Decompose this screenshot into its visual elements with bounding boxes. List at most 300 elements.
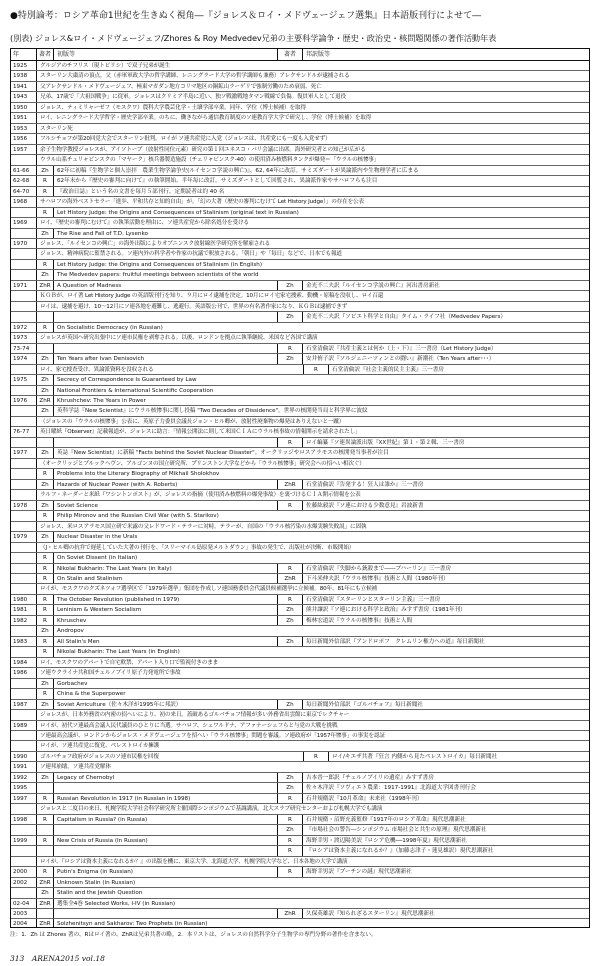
table-row — [11, 658, 589, 668]
table-row — [11, 229, 589, 239]
table-row — [11, 386, 589, 396]
year-cell — [11, 302, 37, 311]
table-row — [11, 103, 589, 113]
year-cell: 1957 — [11, 145, 37, 154]
translation-author-cell: Zh — [278, 281, 303, 290]
year-cell: 1970 — [11, 239, 37, 248]
year-cell: 1943 — [11, 92, 37, 101]
original-edition-cell: 英科学誌『New Scientist』にウラル核惨事に関し投稿 "Two Decades of Dissidence"。世界の核開発当局と科学界に波紋 — [57, 408, 368, 415]
table-row — [11, 783, 589, 793]
table-row — [11, 187, 589, 197]
table-row — [11, 679, 589, 689]
japanese-edition-cell: ロイ編纂『ソ連異論派出版『XX世紀』第１・第２輯、三一書房 — [306, 439, 465, 446]
table-row — [11, 762, 589, 772]
table-row — [11, 92, 589, 102]
author-cell: Zh — [37, 375, 54, 384]
event-note: ＫＧＢが、ロイ著 Let History Judge の英語版刊行を知り、９月にロイ逮捕を決定。10月にロイ宅家宅捜索、動機・原稿を没収し、ロイ召還 — [40, 293, 384, 300]
table-row — [11, 637, 589, 647]
year-cell: 1984 — [11, 658, 37, 667]
table-row — [11, 501, 589, 511]
event-note: ロイは、逮捕を避け、10～12月にソ連各地を避難し、逃避行。英語版公刊で、世界の有名著作家になり、ＫＧＢは逮捕できず — [40, 303, 348, 310]
year-cell: 1956 — [11, 134, 37, 143]
table-row — [11, 846, 589, 856]
year-cell: 1938 — [11, 71, 37, 80]
original-edition-cell: Putin's Enigma (in Russian) — [54, 867, 278, 876]
year-cell: 1989 — [11, 721, 37, 730]
year-cell — [11, 438, 37, 447]
author-cell: Zh — [37, 166, 54, 175]
year-cell: 1999 — [11, 836, 37, 845]
event-note: サハロフの海外ベストセラー「進歩、平和共存と知的自由」が。「幻の大著（歴史の審判にむけて Let History Judge）」の存在を公表 — [40, 199, 364, 206]
author-cell: Zh — [37, 386, 54, 395]
japanese-edition-cell: 熊井讓訳『ソ連における科学と政治』みすず書房（1981年刊） — [306, 607, 466, 614]
table-row — [11, 522, 589, 532]
event-note: ロイ、モスクワのアパートで自宅軟禁、アパート入り口で監視付きのまま — [40, 659, 219, 666]
author-cell: R — [37, 208, 54, 217]
original-edition-cell: Gorbachev — [57, 680, 88, 687]
original-edition-cell: Khrushchev: The Years in Power — [57, 398, 146, 404]
event-note: （ジョレスの「ウラルの核惨事」公表に、英原子力委員会議長ジョン・ヒル卿が、放射性廃棄物の爆発はありえないと一蹴） — [40, 418, 345, 425]
japanese-edition-cell: 『ロシアは資本主義になれるか？』（加藤志津子・蓮見雄訳）現代思潮新社 — [306, 848, 494, 855]
table-row — [11, 626, 589, 636]
year-cell — [11, 888, 37, 897]
event-note: 父アレクサンドル・メドヴェージェフ、極東マガダン地方コリマ地区の銅鉱山ラーゲリで強制労働のため衰弱、死亡 — [40, 83, 322, 90]
author-cell: R — [37, 574, 54, 583]
table-row — [11, 427, 589, 437]
year-cell: 1998 — [11, 815, 37, 824]
translation-author-cell: R — [278, 815, 303, 824]
translation-author-cell: R — [304, 365, 329, 374]
table-row — [11, 616, 589, 626]
year-cell — [11, 679, 37, 688]
original-edition-cell: 62年に初稿『生物学と個人崇拝 農業生物学論争史(ルイセンコ学説の興亡)』、62, 64年に改訂。サミズダートが異論派内や生物理学者に広まる — [57, 167, 419, 174]
event-note: ウラル山系チェリャビンスクの「マヤーク」核兵器製造施設（チェリャビンスク-40）の使用済み核燃料タンクが爆発＝「ウラルの核惨事」 — [40, 157, 380, 164]
article-title: ●特別論考：ロシア革命1世紀を生きぬく視角―『ジョレス＆ロイ・メドヴェージェフ選集』日本語版刊行によせて― — [10, 11, 482, 21]
year-cell: 64-70 — [11, 187, 37, 196]
author-cell: R — [37, 553, 54, 562]
author-cell — [37, 825, 54, 834]
original-edition-cell: The October Revolution (published in 1979) — [54, 595, 278, 604]
table-body — [11, 61, 589, 928]
translation-author-cell: ZhR — [278, 574, 303, 583]
year-cell: 1968 — [11, 197, 37, 206]
japanese-edition-cell: 石堂清倫訳『告発する！狂人は誰か』三一書房 — [306, 481, 424, 488]
translation-author-cell: R — [278, 564, 303, 573]
table-row — [11, 302, 589, 312]
year-cell — [11, 543, 37, 552]
original-edition-cell: The Medvedev papers: fruitful meetings between scientists of the world — [57, 272, 259, 279]
translation-author-cell: R — [278, 595, 303, 604]
table-row — [11, 511, 589, 521]
table-row — [11, 595, 589, 605]
original-edition-cell: China & the Superpower — [57, 691, 126, 698]
table-row — [11, 574, 589, 584]
table-row — [11, 647, 589, 657]
translation-author-cell: Zh — [278, 354, 303, 363]
translation-author-cell: Zh — [278, 605, 303, 614]
table-row — [11, 584, 589, 594]
translation-author-cell: R — [278, 846, 303, 855]
event-note: ロイが、『ロシアは資本主義になれるか？』の出版を機に、東京大学、北海道大学、札幌学院大学など、日本各地の大学で講演 — [40, 858, 348, 865]
author-cell: R — [37, 564, 54, 573]
year-cell — [11, 291, 37, 300]
author-cell: ZhR — [37, 919, 54, 928]
table-row — [11, 825, 589, 835]
table-row — [11, 899, 589, 909]
table-row — [11, 888, 589, 898]
header-original: 初版等 — [54, 49, 278, 60]
year-cell — [11, 846, 37, 855]
event-note: グルジアのチフリス（現トビリシ）で双子兄弟が誕生 — [40, 63, 171, 69]
author-cell: Zh — [37, 773, 54, 782]
year-cell: 62-68 — [11, 176, 37, 185]
table-row — [11, 490, 589, 500]
table-row — [11, 176, 589, 186]
original-edition-cell — [54, 846, 278, 855]
year-cell — [11, 511, 37, 520]
japanese-edition-cell: 海野幸男・渡辺陽美訳『ロシア危機──1998年夏』現代思潮新社 — [306, 837, 467, 844]
author-cell — [37, 344, 54, 353]
event-note: ロイ、家宅捜査受け、異論派資料を没収される — [37, 365, 304, 374]
translation-author-cell: ZhR — [278, 909, 303, 918]
year-cell — [11, 365, 37, 374]
year-cell: 1976 — [11, 396, 37, 405]
author-cell: R — [37, 605, 54, 614]
table-row — [11, 689, 589, 699]
year-cell: 1973 — [11, 333, 37, 342]
table-row — [11, 553, 589, 563]
table-row — [11, 291, 589, 301]
author-cell: ZhR — [37, 281, 54, 290]
table-row — [11, 396, 589, 406]
event-note: ジョレス、米ロスアラモス国立研で米露の父レドワード・テラーに対峙。テラーが、自国の「ウラル核汚染の水爆実験失敗説」に固執 — [40, 523, 367, 530]
table-row — [11, 145, 589, 155]
year-cell — [11, 584, 37, 593]
year-cell — [11, 312, 37, 321]
translation-author-cell: R — [278, 438, 303, 447]
event-note: （J・ヒル卿の抗弁で遅延していた大著の刊行を、「スリーマイル島原発メルトダウン」事故の発生で、出版社が決断、市販開始） — [40, 544, 355, 551]
year-cell: 2002 — [11, 878, 37, 887]
event-note: ジョレスが、日本外務省の内密の招へいにより、初の来日。蓋破あるゴルバチョフ情報が多い外務省出雲館に東京でレクチャー — [40, 712, 350, 719]
japanese-edition-cell: 久保英雄訳『知られざるスターリン』現代思潮新社 — [306, 910, 435, 917]
year-cell — [11, 386, 37, 395]
japanese-edition-cell: ロイ/キエザ共著『狂言 内側から見たペレストロイカ』毎日新聞社 — [332, 753, 498, 760]
event-note: ジョレスと二度目の来日、札幌学院大学社会科学研究所主催国際シンポジウムで基調講演。北大スラブ研究センターおよび札幌大学でも講演 — [40, 806, 383, 813]
year-cell: 76-77 — [11, 427, 37, 436]
japanese-edition-cell: 金光不二夫訳『ルイセンコ学説の興亡』河出書房新社 — [306, 282, 440, 289]
table-row — [11, 773, 589, 783]
event-note: フルシチョフが第20回党大会でスターリン批判。ロイが ソ連共産党に入党（ジョレスは、共産党にも一度も入党せず） — [40, 136, 331, 143]
original-edition-cell: Andropov — [57, 628, 84, 635]
year-cell — [11, 741, 37, 750]
author-cell: Zh — [37, 679, 54, 688]
table-row — [11, 239, 589, 249]
year-cell — [11, 406, 37, 415]
table-row — [11, 344, 589, 354]
original-edition-cell: Philip Mironov and the Russian Civil War (with S. Starikov) — [57, 513, 219, 520]
year-cell — [11, 155, 37, 164]
year-cell: 1969 — [11, 218, 37, 227]
event-note: ロイが、モスクワのクズネツォフ選挙区で「1979年選挙」集団を作成しソ連国務委員会代議員候補選挙に立候補。80年、81年にも立候補 — [40, 586, 377, 593]
original-edition-cell — [54, 783, 278, 792]
original-edition-cell — [54, 438, 278, 447]
event-note: スターリン大粛清の頂点。父（赤軍軍政大学の哲学講師、レニングラード大学の哲学講師も兼務）アレクサンドルが逮捕される — [40, 73, 350, 80]
year-cell — [11, 731, 37, 740]
original-edition-cell: Soviet Science — [54, 501, 278, 510]
event-note: 英日曜紙『Observer』記載報道が、ジョレスに助言：「情報公開法に則して米国ＣＩＡにウラル核事故の情報開示を請求されたし」 — [40, 429, 361, 436]
table-row — [11, 134, 589, 144]
table-row — [11, 260, 589, 270]
author-cell: ZhR — [37, 878, 54, 887]
table-row — [11, 438, 589, 448]
japanese-edition-cell: 梅林宏道訳『ウラルの核惨事』技術と人間 — [306, 617, 413, 624]
original-edition-cell: On Socialistic Democracy (in Russian) — [57, 324, 163, 331]
year-cell — [11, 459, 37, 468]
year-cell: 1971 — [11, 281, 37, 290]
author-cell: R — [37, 469, 54, 478]
original-edition-cell: Hazards of Nuclear Power (with A. Roberts) — [54, 480, 278, 489]
table-row — [11, 218, 589, 228]
table-row — [11, 323, 589, 333]
year-cell — [11, 208, 37, 217]
author-cell — [37, 312, 54, 321]
japanese-edition-cell: 佐々木洋訳『ソヴィエト農業：1917-1991』北海道大学図書刊行会 — [306, 785, 476, 792]
year-cell — [11, 270, 37, 279]
japanese-edition-cell: 安井侑子訳『ソルジェニーツィンとの闘い』新潮社（Ten Years after･･･） — [306, 356, 495, 363]
event-note: 余子生物学教授ジョレスが、アイソトープ（放射性同位元素）研究の第１回ユネスコ・パリ会議に出席。海外研究者との知己が広がる — [40, 146, 366, 153]
event-note: ジョレスが英国へ研究出張中にソ連市民権を剥奪される。以後、ロンドンを拠点に執筆継続、米国など各国で講演 — [40, 335, 318, 342]
author-cell: R — [37, 176, 54, 185]
author-cell: R — [37, 794, 54, 803]
author-cell — [37, 438, 54, 447]
original-edition-cell: Solzhenitsyn and Sakharov: Two Prophets (in Russian) — [57, 921, 208, 928]
table-row — [11, 71, 589, 81]
original-edition-cell: New Crisis of Russia (In Russian) — [54, 836, 278, 845]
table-row — [11, 878, 589, 888]
author-cell: Zh — [37, 532, 54, 541]
table-row — [11, 312, 589, 322]
year-cell: 1953 — [11, 124, 37, 133]
event-note: ジョレス、「ルイセンコの興亡」の海外出版によりオブニンスク放射線医学研究所を解雇される — [40, 240, 271, 247]
year-cell: 1980 — [11, 595, 37, 604]
author-cell: Zh — [37, 626, 54, 635]
translation-author-cell: Zh — [278, 825, 303, 834]
table-row — [11, 668, 589, 678]
author-cell: R — [37, 647, 54, 656]
year-cell: 1990 — [11, 752, 37, 761]
table-row — [11, 564, 589, 574]
original-edition-cell: Secrecy of Correspondence Is Guaranteed by Law — [57, 377, 197, 384]
original-edition-cell: Leninism & Western Socialism — [54, 605, 278, 614]
chronology-table — [10, 48, 590, 928]
year-cell: 1925 — [11, 61, 37, 70]
original-edition-cell: Nikolai Bukharin: The Last Years (in English) — [57, 649, 180, 656]
original-edition-cell: Legacy of Chernobyl — [54, 773, 278, 782]
year-cell — [11, 490, 37, 499]
author-cell: R — [37, 616, 54, 625]
translation-author-cell: R — [278, 344, 303, 353]
japanese-edition-cell: 毎日新聞外信部訳『アンドロポフ クレムリン権力への道』毎日新聞社 — [306, 638, 485, 645]
table-row — [11, 741, 589, 751]
year-cell: 1995 — [11, 783, 37, 792]
original-edition-cell: Let History Judge: the Origins and Consequences of Stalinism (original text in Russian) — [57, 209, 299, 216]
table-row — [11, 605, 589, 615]
table-row — [11, 197, 589, 207]
year-cell — [11, 689, 37, 698]
original-edition-cell: Soviet Arriculture（佐々木洋が1995年に邦訳） — [54, 700, 278, 709]
translation-author-cell: Zh — [278, 637, 303, 646]
original-edition-cell: Nuclear Disaster in the Urals — [57, 534, 138, 541]
original-edition-cell — [54, 312, 278, 321]
japanese-edition-cell: 金光不二夫訳『ソビエト科学と自由』タイム・ライフ社（Medvedev Papers） — [306, 314, 506, 321]
original-edition-cell: Khruschev — [54, 616, 278, 625]
year-cell — [11, 417, 37, 426]
year-cell: 1950 — [11, 103, 37, 112]
original-edition-cell: National Frontiers & International Scientific Cooperation — [57, 387, 214, 394]
table-row — [11, 448, 589, 458]
event-note: ラルフ・ネーダーと米紙『ワシントンポスト』が、ジョレスの指摘（使用済み核燃料の爆発事故）を裏づけるＣＩＡ開示情報を公表 — [40, 492, 361, 499]
japanese-edition-cell: 石堂清倫訳『失脚から銃殺まで――ブハーリン』三一書房 — [306, 565, 451, 572]
event-note: ソ連最高会議が、ロンドンからジョレス・メドヴェージェフを招へい「ウラル核惨事」問題を審議。ソ連政府が「1957年惨事」の事実を認証 — [40, 733, 385, 739]
author-cell — [37, 783, 54, 792]
translation-author-cell: R — [278, 501, 303, 510]
header-translator: 著者 — [278, 49, 303, 60]
original-edition-cell: Nikolai Bukharin: The Last Years (in Italy) — [54, 564, 278, 573]
year-cell — [11, 260, 37, 269]
author-cell: R — [37, 689, 54, 698]
translation-author-cell: ZhR — [278, 480, 303, 489]
event-note: ロイが、初代ソ連最高会議人民代議員のひとりに当選。サハロフ、シェワルドナ、アファナーシェフらと与党の大戦を挑戦 — [40, 722, 338, 729]
japanese-edition-cell: 石井規衛・沼野充義監修『1917年のロシア革命』現代思潮新社 — [306, 816, 466, 823]
author-cell: R — [37, 323, 54, 332]
author-cell — [37, 846, 54, 855]
japanese-edition-cell: 石井規衛訳『10月革命』未来社（1998年刊） — [306, 795, 423, 802]
year-cell — [11, 469, 37, 478]
translation-author-cell: R — [278, 867, 303, 876]
table-row — [11, 752, 589, 762]
author-cell: R — [37, 637, 54, 646]
event-note: スターリン死 — [40, 125, 73, 132]
year-cell: 1979 — [11, 532, 37, 541]
year-cell: 1997 — [11, 794, 37, 803]
event-note: 兄弟、17歳で「大祖国戦争」に従軍。ジョレスはクリミア半島に近い、独ソ戦激戦地タマン戦線で負傷。復員軍人として退役 — [40, 94, 346, 101]
year-cell: 1975 — [11, 375, 37, 384]
year-cell: 1987 — [11, 700, 37, 709]
year-cell: 1978 — [11, 501, 37, 510]
translation-author-cell: Zh — [278, 312, 303, 321]
table-row — [11, 155, 589, 165]
translation-author-cell: Zh — [278, 773, 303, 782]
original-edition-cell: 『政治日誌』という名の文書を毎月５部刊行。定期読者は約 40 名 — [57, 188, 225, 195]
table-row — [11, 836, 589, 846]
year-cell — [11, 804, 37, 813]
year-cell — [11, 825, 37, 834]
japanese-edition-cell: 吉本晋一郎訳『チェルノブイリの遺産』みすず書房 — [306, 774, 434, 781]
original-edition-cell: Ten Years after Ivan Denisovich — [54, 354, 278, 363]
japanese-edition-cell: 毎日新聞外信部訳『ゴルバチョフ』毎日新聞社 — [306, 701, 423, 708]
event-note: ジョレス、ティミリャーゼフ（モスクワ）農科大学農芸化学・土壌学部卒業。同年、学位（博士候補）を取得 — [40, 104, 306, 111]
table-row — [11, 270, 589, 280]
table-row — [11, 417, 589, 427]
author-cell: Zh — [37, 501, 54, 510]
table-row — [11, 804, 589, 814]
translation-author-cell: R — [304, 752, 329, 761]
year-cell — [11, 564, 37, 573]
table-row — [11, 919, 589, 928]
year-cell: 73-74 — [11, 344, 37, 353]
author-cell: ZhR — [37, 899, 54, 908]
author-cell: Zh — [37, 270, 54, 279]
year-cell: 1972 — [11, 323, 37, 332]
author-cell: R — [37, 836, 54, 845]
japanese-edition-cell: 『市場社会の警告―シンポジウム 市場社会と共生の原理』現代思潮新社 — [306, 827, 487, 834]
footnote: 注：1．Zh は Zhores 著の、Rはロイ著の、ZhRは兄弟共著の略。2．本リストは、ジョレスの自然科学分子生物学の専門分野の著作を含まない。 — [10, 932, 377, 938]
header-japanese: 邦訳版等 — [306, 51, 331, 58]
event-note: ソ連邦崩壊。ソ連共産党解体 — [40, 764, 111, 771]
table-row — [11, 82, 589, 92]
original-edition-cell — [54, 825, 278, 834]
table-row — [11, 124, 589, 134]
table-header — [11, 49, 589, 61]
original-edition-cell — [54, 909, 278, 918]
translation-author-cell: Zh — [278, 616, 303, 625]
event-note: ゴルバチョフ政府がジョレスのソ連市民権を回復 — [37, 752, 304, 761]
year-cell — [11, 249, 37, 258]
year-cell: 1986 — [11, 668, 37, 677]
event-note: ロイ、『歴史の審判にむけて』の執筆活動を理由に、ソ連共産党から除名処分を受ける — [40, 220, 249, 227]
original-edition-cell: Problems into the Literary Biography of Mikhail Sholokhov — [57, 471, 220, 478]
table-row — [11, 166, 589, 176]
japanese-edition-cell: 石堂清倫訳『共産主義とは何か（上・下）』三一書房（Let History Judge） — [306, 345, 497, 352]
japanese-edition-cell: 石堂清倫訳『スターリンとスターリン主義』三一書房 — [306, 596, 441, 603]
event-note: ソ連ウクライナ共和国チェルノブイリ原子力発電所で事故 — [40, 670, 181, 677]
author-cell: R — [37, 867, 54, 876]
japanese-edition-cell: 海野幸男訳『プーチンの謎』現代思潮新社 — [306, 869, 412, 876]
year-cell: 1991 — [11, 762, 37, 771]
year-cell: 1982 — [11, 616, 37, 625]
year-cell: 1992 — [11, 773, 37, 782]
author-cell: R — [37, 260, 54, 269]
year-cell — [11, 647, 37, 656]
table-row — [11, 249, 589, 259]
year-cell — [11, 626, 37, 635]
year-cell: 02-04 — [11, 899, 37, 908]
year-cell: 1977 — [11, 448, 37, 457]
table-row — [11, 375, 589, 385]
original-edition-cell: The Rise and Fall of T.D. Lysenko — [57, 230, 148, 237]
author-cell: Zh — [37, 229, 54, 238]
table-row — [11, 333, 589, 343]
table-row — [11, 61, 589, 71]
japanese-edition-cell: 石堂清倫訳『社会主義的民主主義』三一書房 — [332, 366, 444, 373]
table-row — [11, 281, 589, 291]
table-row — [11, 406, 589, 416]
original-edition-cell: 選集全4巻 Selected Works, I-IV (in Russian) — [57, 900, 176, 907]
table-caption: (別表) ジョレス&ロイ・メドヴェージェフ/Zhores & Roy Medvedev兄弟の主要科学論争・歴史・政治史・核問題関係の著作活動年表 — [10, 33, 497, 43]
original-edition-cell: All Stalin's Men — [54, 637, 278, 646]
event-note: （オークリッジとブルックヘヴン、アルゴンヌの国立研究所、プリンストン大学などから「ウラル核惨事」研究会への招へい相次ぐ） — [40, 460, 365, 467]
table-row — [11, 480, 589, 490]
author-cell: ZhR — [37, 396, 54, 405]
table-row — [11, 459, 589, 469]
original-edition-cell: A Question of Madness — [54, 281, 278, 290]
year-cell: 2004 — [11, 919, 37, 928]
year-cell — [11, 710, 37, 719]
year-cell — [11, 574, 37, 583]
event-note: ロイ、レニングラード大学哲学・歴史学部卒業。のちに、働きながら通信教育制度のソ連教育学大学で研究し、学位（博士候補）を取得 — [40, 115, 372, 122]
author-cell: R — [37, 511, 54, 520]
translation-author-cell: Zh — [278, 783, 303, 792]
